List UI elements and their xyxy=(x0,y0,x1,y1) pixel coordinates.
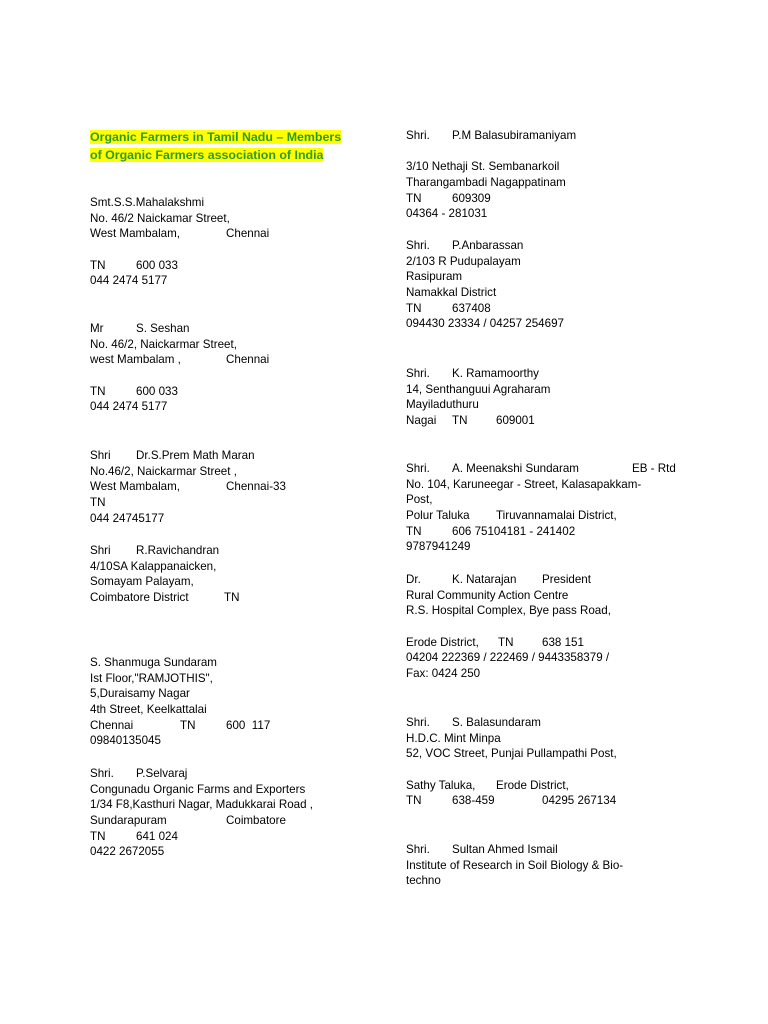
entry-text: A. Meenakshi Sundaram xyxy=(452,462,579,475)
entry-text: Shri. xyxy=(406,843,430,856)
entry-text: S. Shanmuga Sundaram xyxy=(90,656,217,669)
entry-text: Shri. xyxy=(406,367,430,380)
entry-text: S. Seshan xyxy=(136,322,190,335)
entry-text: Ist Floor,"RAMJOTHIS", xyxy=(90,671,213,685)
entry-text: TN xyxy=(90,384,106,398)
entry-text: Polur Taluka xyxy=(406,509,470,523)
title-line-2: of Organic Farmers association of India xyxy=(90,148,324,162)
entry-text: Smt.S.S.Mahalakshmi xyxy=(90,196,205,209)
entry-text: K. Ramamoorthy xyxy=(452,367,539,380)
entry-text: 5,Duraisamy Nagar xyxy=(90,687,190,701)
entry-text: Shri. xyxy=(406,239,430,252)
entry-text: Shri xyxy=(90,449,111,462)
entry-text: 641 024 xyxy=(136,829,178,843)
entry-text: 637408 xyxy=(452,301,491,315)
entry-text: Coimbatore District xyxy=(90,591,189,605)
entry-text: TN xyxy=(498,635,514,649)
entry-text: TN xyxy=(406,524,422,538)
entry-text: 600 033 xyxy=(136,384,178,398)
entry-text: No. 104, Karuneegar - Street, Kalasapakkam- xyxy=(406,477,642,491)
entry-text: 4/10SA Kalappanaicken, xyxy=(90,559,217,573)
entry-text: 1/34 F8,Kasthuri Nagar, Madukkarai Road , xyxy=(90,798,313,812)
entry-text: TN xyxy=(90,496,106,510)
entry-text: 094430 23334 / 04257 254697 xyxy=(406,317,564,331)
entry-text: Mayiladuthuru xyxy=(406,398,479,412)
entry-text: 52, VOC Street, Punjai Pullampathi Post, xyxy=(406,747,617,761)
entry-text: Coimbatore xyxy=(226,814,286,828)
entry-text: Sultan Ahmed Ismail xyxy=(452,843,558,856)
entry-text: Sathy Taluka, xyxy=(406,778,476,792)
entry-text: TN xyxy=(452,414,468,428)
entry-text: 9787941249 xyxy=(406,540,471,554)
entry-text: K. Natarajan xyxy=(452,573,517,586)
entry-text: Mr xyxy=(90,322,104,335)
entry-text: TN xyxy=(180,718,196,732)
entry-text: Chennai-33 xyxy=(226,480,286,494)
entry-text: Institute of Research in Soil Biology & Bio- xyxy=(406,858,624,872)
entry-text: west Mambalam , xyxy=(90,353,181,367)
entry-text: No. 46/2 Naickamar Street, xyxy=(90,211,230,225)
entry-text: Shri. xyxy=(406,716,430,729)
page-title xyxy=(90,128,362,164)
entry-text: Post, xyxy=(406,493,433,507)
entry-text: Rural Community Action Centre xyxy=(406,588,569,602)
entry-text: 3/10 Nethaji St. Sembanarkoil xyxy=(406,160,560,174)
entry-text: Rasipuram xyxy=(406,270,463,284)
entry-text: 606 75104181 - 241402 xyxy=(452,524,576,538)
entry-text: EB - Rtd xyxy=(632,462,676,475)
entry-text: 609309 xyxy=(452,191,491,205)
entry-text: Chennai xyxy=(226,353,270,367)
entry-text: 04204 222369 / 222469 / 9443358379 / xyxy=(406,651,610,665)
entry-text: TN xyxy=(406,794,422,808)
entry-text: R.Ravichandran xyxy=(136,544,220,557)
entry-text: Dr. xyxy=(406,573,421,586)
entry-text: 0422 2672055 xyxy=(90,845,165,859)
entry-text: Somayam Palayam, xyxy=(90,575,194,589)
entry-text: 04364 - 281031 xyxy=(406,207,488,221)
entry-text: 09840135045 xyxy=(90,734,161,748)
entry-text: Chennai xyxy=(226,227,270,241)
entry-text: 044 2474 5177 xyxy=(90,274,168,288)
entry-text: President xyxy=(542,573,591,586)
entry-text: 609001 xyxy=(496,414,535,428)
entry-text: Tharangambadi Nagappatinam xyxy=(406,176,566,190)
entry-text: H.D.C. Mint Minpa xyxy=(406,731,501,745)
entry-text: 600 033 xyxy=(136,258,178,272)
entry-text: TN xyxy=(90,258,106,272)
entry-text: Sundarapuram xyxy=(90,814,167,828)
entry-text: 04295 267134 xyxy=(542,794,617,808)
entry-text: West Mambalam, xyxy=(90,227,180,241)
entry-text: TN xyxy=(406,301,422,315)
entry-text: 14, Senthanguui Agraharam xyxy=(406,382,551,396)
entry-text: R.S. Hospital Complex, Bye pass Road, xyxy=(406,604,611,618)
entry-text: 2/103 R Pudupalayam xyxy=(406,254,521,268)
entry-text: TN xyxy=(90,829,106,843)
entry-text: 4th Street, Keelkattalai xyxy=(90,703,207,717)
entry-text: P.M Balasubiramaniyam xyxy=(452,129,577,142)
entry-text: S. Balasundaram xyxy=(452,716,541,729)
entry-text: 044 24745177 xyxy=(90,511,165,525)
entry-text: Chennai xyxy=(90,718,134,732)
entry-text: No.46/2, Naickarmar Street , xyxy=(90,464,237,478)
entry-text: Congunadu Organic Farms and Exporters xyxy=(90,782,306,796)
entry-text: Erode District, xyxy=(496,778,569,792)
entry-text: Shri. xyxy=(406,462,430,475)
entry-text: Shri. xyxy=(406,129,430,142)
entry-text: 044 2474 5177 xyxy=(90,400,168,414)
entry-text: Dr.S.Prem Math Maran xyxy=(136,449,255,462)
entry-text: 638-459 xyxy=(452,794,495,808)
entry-text: TN xyxy=(406,191,422,205)
entry-text: Shri xyxy=(90,544,111,557)
entry-text: P.Anbarassan xyxy=(452,239,524,252)
entry-text: Shri. xyxy=(90,767,114,780)
entry-text: 638 151 xyxy=(542,635,584,649)
entry-text: 600 117 xyxy=(226,718,271,732)
entry-text: Namakkal District xyxy=(406,286,497,300)
title-line-1: Organic Farmers in Tamil Nadu – Members xyxy=(90,130,342,144)
entry-text: Fax: 0424 250 xyxy=(406,667,481,681)
entry-text: Nagai xyxy=(406,414,437,428)
entry-text: TN xyxy=(224,591,240,605)
entry-text: techno xyxy=(406,874,441,888)
entry-text: No. 46/2, Naickarmar Street, xyxy=(90,337,237,351)
entry-text: P.Selvaraj xyxy=(136,767,188,780)
entry-text: West Mambalam, xyxy=(90,480,180,494)
entry-text: Erode District, xyxy=(406,635,479,649)
entry-text: Tiruvannamalai District, xyxy=(496,509,617,523)
